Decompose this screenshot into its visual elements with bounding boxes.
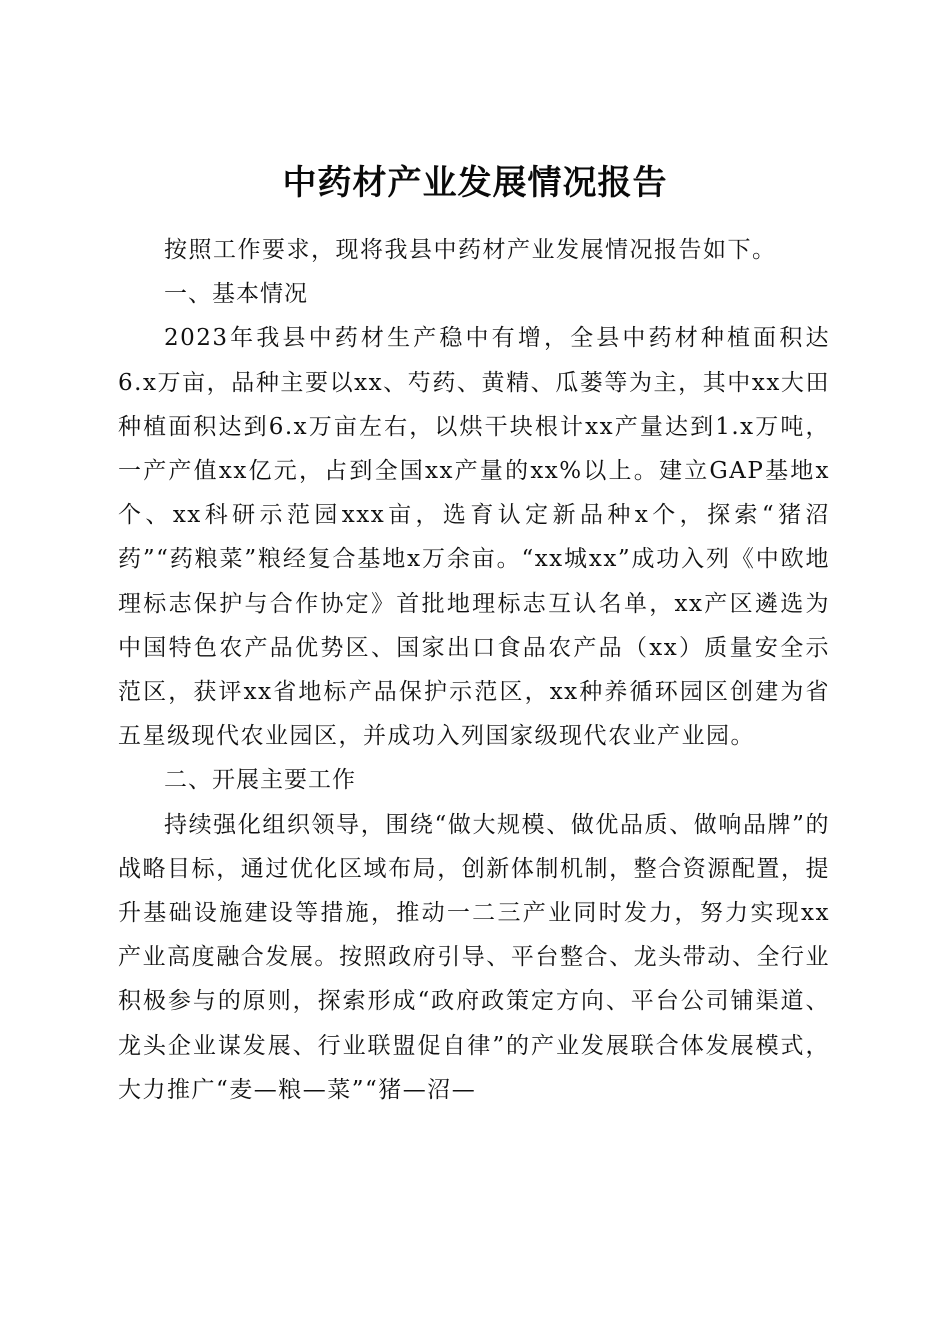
section-heading-basic-situation: 一、基本情况 [164,281,308,308]
section-heading-main-work: 二、开展主要工作 [164,767,356,794]
section-paragraph-main-work: 持续强化组织领导，围绕“做大规模、做优品质、做响品牌”的战略目标，通过优化区域布局，创新体制机制，整合资源配置，提升基础设施建设等措施，推动一二三产业同时发力，努力实现xx产业高度融合发展。按照政府引导、平台整合、龙头带动、全行业积极参与的原则，探索形成“政府政策定方向、平台公司铺渠道、龙头企业谋发展、行业联盟促自律”的产业发展联合体发展模式，大力推广“麦—粮—菜”“猪—沼— [118,811,830,1103]
intro-paragraph: 按照工作要求，现将我县中药材产业发展情况报告如下。 [164,237,777,263]
document-title: 中药材产业发展情况报告 [282,162,668,203]
document-body [118,228,830,1112]
section-paragraph-basic-situation: 2023年我县中药材生产稳中有增，全县中药材种植面积达6.x万亩，品种主要以xx、芍药、黄精、瓜蒌等为主，其中xx大田种植面积达到6.x万亩左右，以烘干块根计xx产量达到1.x万吨，一产产值xx亿元，占到全国xx产量的xx%以上。建立GAP基地x个、xx科研示范园xxx亩，选育认定新品种x个，探索“猪沼药”“药粮菜”粮经复合基地x万余亩。“xx城xx”成功入列《中欧地理标志保护与合作协定》首批地理标志互认名单，xx产区遴选为中国特色农产品优势区、国家出口食品农产品（xx）质量安全示范区，获评xx省地标产品保护示范区，xx种养循环园区创建为省五星级现代农业园区，并成功入列国家级现代农业产业园。 [118,325,830,750]
